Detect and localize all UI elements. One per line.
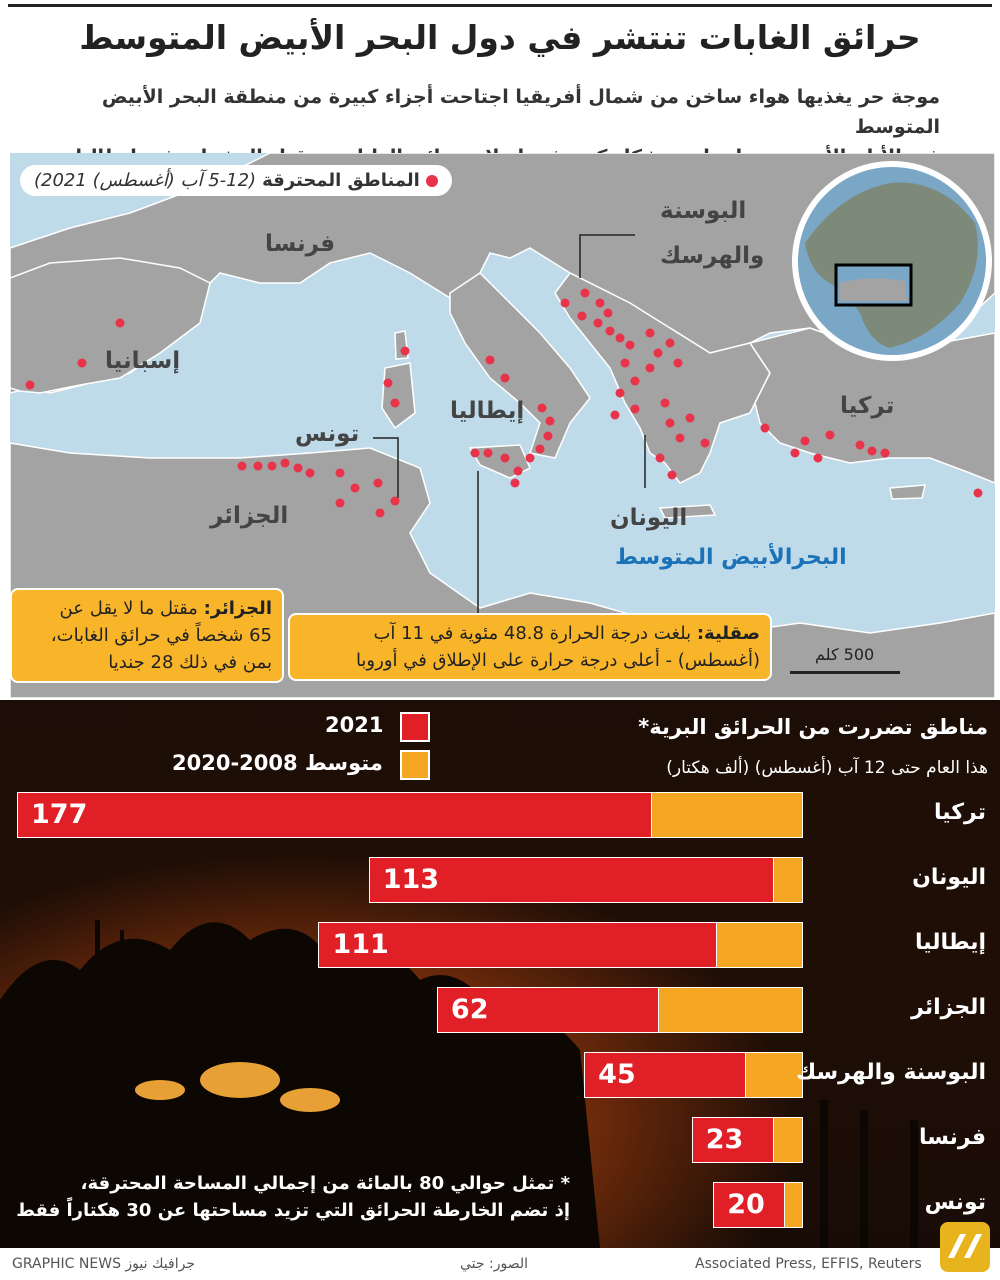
label-algeria: الجزائر [210,503,289,529]
bar-2021 [17,792,652,838]
cyprus [890,485,925,499]
bar-value-label: 45 [598,1059,636,1090]
map-panel [10,153,995,698]
country-label: البوسنة والهرسك [796,1060,986,1085]
label-greece: اليونان [610,505,688,531]
top-rule [8,4,992,7]
chart-subtitle: هذا العام حتى 12 آب (أغسطس) (ألف هكتار) [666,758,988,778]
sicily-callout-title: صقلية: [696,623,760,644]
label-spain: إسبانيا [105,348,181,374]
chart-panel [0,700,1000,1248]
scale-label: 500 كلم [815,645,875,664]
credit-graphic-news: GRAPHIC NEWS جرافيك نيوز [12,1256,195,1272]
bar-value-label: 23 [705,1124,744,1155]
bar-value-label: 177 [31,799,88,830]
scale-bar [790,671,900,674]
credits-bar [0,1248,1000,1280]
country-label: اليونان [912,865,986,890]
bar-value-label: 111 [332,929,389,960]
legend-swatch-2021 [400,712,430,742]
sicily-callout [288,613,772,681]
legend-label-2021: 2021 [325,713,384,737]
label-bosnia-1: البوسنة [660,198,747,224]
sicily-callout-line2: (أغسطس) - أعلى درجة حرارة على الإطلاق في أوروبا [355,650,760,671]
fire-dot-icon [426,175,438,187]
sicily-callout-line1: بلغت درجة الحرارة 48.8 مئوية في 11 آب [373,623,692,644]
algeria-callout-line2: 65 شخصاً في حرائق الغابات، [50,625,272,646]
bar-value-label: 62 [450,994,489,1025]
label-tunisia: تونس [295,421,360,447]
label-bosnia-2: والهرسك [660,243,765,269]
algeria-callout-line3: بمن في ذلك 28 جنديا [108,652,272,673]
chart-title: مناطق تضررت من الحرائق البرية* [638,715,988,739]
legend-label: المناطق المحترقة [262,170,420,191]
intro-line-1: موجة حر يغذيها هواء ساخن من شمال أفريقيا اجتاحت أجزاء كبيرة من منطقة البحر الأبيض المتوسط [101,86,940,138]
fire-photo-background [0,700,1000,1248]
map-legend [20,165,452,196]
chart-footnote [16,1170,570,1224]
country-label: فرنسا [919,1125,986,1150]
label-turkey: تركيا [840,393,895,419]
algeria-callout-line1: مقتل ما لا يقل عن [59,598,198,619]
legend-label-average: متوسط 2008-2020 [172,751,383,775]
legend-swatch-average [400,750,430,780]
label-sea: البحرالأبيض المتوسط [615,545,847,570]
country-label: تركيا [934,800,986,825]
legend-dates: (5-12 آب (أغسطس) 2021) [34,170,257,191]
bar-value-label: 113 [382,864,440,895]
footnote-line-1: * تمثل حوالي 80 بالمائة من إجمالي المساحة المحترقة، [80,1173,570,1194]
footnote-line-2: إذ تضم الخارطة الحرائق التي تزيد مساحتها عن 30 هكتاراً فقط [16,1200,570,1221]
country-label: الجزائر [911,995,986,1020]
sardinia [382,363,415,428]
bar-value-label: 20 [727,1189,765,1220]
algeria-callout-title: الجزائر: [203,598,272,619]
algeria-callout [10,588,284,683]
label-france: فرنسا [265,231,336,257]
credit-sources: Associated Press, EFFIS, Reuters [695,1256,922,1272]
headline: حرائق الغابات تنتشر في دول البحر الأبيض المتوسط [79,18,921,57]
label-italy: إيطاليا [450,398,525,424]
credit-photos: الصور: جتي [460,1256,529,1272]
country-label: إيطاليا [915,930,986,955]
publisher-logo-icon [940,1222,990,1272]
country-label: تونس [924,1190,986,1215]
globe-inset [792,161,992,361]
